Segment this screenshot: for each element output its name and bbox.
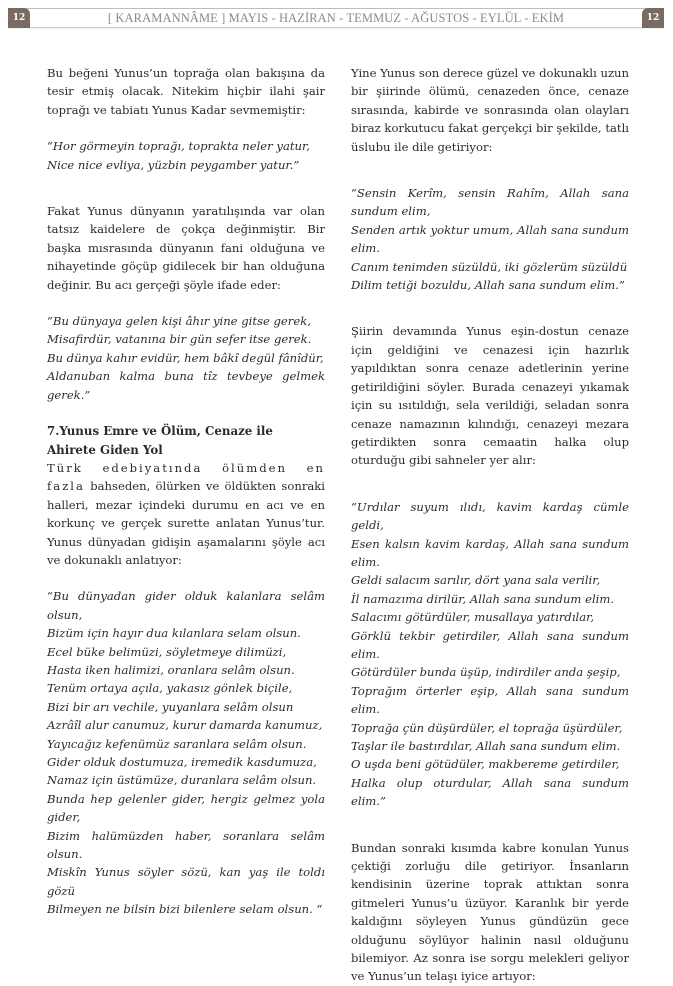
poem-line: Yayıcağız kefenümüz saranlara selâm olsun. [47, 736, 307, 751]
poem-line: İl namazıma dirilür, Allah sana sundum elim. [351, 591, 615, 606]
poem-quote [47, 137, 325, 174]
poem-line: Götürdüler bunda üşüp, indirdiler anda şeşip, [351, 665, 621, 680]
running-header-title: [ KARAMANNÂME ] MAYIS - HAZİRAN - TEMMUZ - AĞUSTOS - EYLÜL - EKİM [107, 11, 565, 25]
paragraph [47, 459, 325, 569]
poem-line: Salacımı götürdüler, musallaya yatırdılar, [351, 610, 595, 625]
running-header [8, 8, 664, 28]
poem-line: Bilmeyen ne bilsin bizi bilenlere selam olsun. “ [47, 902, 323, 917]
poem-line: Bu dünya kahır evidür, hem bâkî degül fânîdür, [47, 350, 324, 365]
poem-line: “Urdılar suyum ılıdı, kavim kardaş cümle geldi, [351, 499, 629, 533]
poem-line: Toprağa çün düşürdüler, el toprağa üşürdüler, [351, 720, 623, 735]
left-column [47, 64, 325, 919]
poem-line: Görklü tekbir getirdiler, Allah sana sundum elim. [351, 628, 629, 661]
poem-line: Hasta iken halimizi, oranlara selâm olsun. [47, 662, 295, 677]
poem-line: Nice nice evliya, yüzbin peygamber yatur.” [47, 157, 300, 172]
poem-quote [47, 587, 325, 918]
paragraph-rest: bahseden, ölürken ve öldükten sonraki halleri, mezar içindeki durumu en acı ve en korkunç ve gerçek surette anlatan Yunus’tur. Yunus dünyadan gidişin aşamalarını şöyle acı ve dokunaklı anlatıyor: [47, 479, 326, 567]
poem-line: Bizüm için hayır dua kılanlara selam olsun. [47, 626, 301, 641]
poem-line: Tenüm ortaya açıla, yakasız gönlek biçile, [47, 681, 293, 696]
poem-line: Halka olup oturdular, Allah sana sundum elim.” [351, 775, 629, 809]
poem-line: Geldi salacım sarılır, dört yana sala verilir, [351, 573, 601, 588]
paragraph: Bu beğeni Yunus’un toprağa olan bakışına da tesir etmiş olacak. Nitekim hiçbir ilahi şair toprağı ve tabiatı Yunus Kadar sevmemiştir: [47, 66, 325, 117]
poem-line: Senden artık yoktur umum, Allah sana sundum elim. [351, 222, 629, 256]
poem-line: Miskîn Yunus söyler sözü, kan yaş ile toldı gözü [47, 865, 325, 898]
page-number-badge-left: 12 [8, 8, 30, 28]
poem-line: Canım tenimden süzüldü, iki gözlerüm süzüldü [351, 259, 628, 274]
poem-line: O uşda beni götüdüler, makbereme getirdiler, [351, 757, 620, 772]
paragraph: Fakat Yunus dünyanın yaratılışında var olan tatsız kaidelere de çokça değinmiştir. Bir başka mısrasında dünyanın fani olduğuna ve nihayetinde göçüp gidilecek bir han olduğuna değinir. Bu acı gerçeği şöyle ifade eder: [47, 204, 325, 292]
paragraph: Bundan sonraki kısımda kabre konulan Yunus çektiği zorluğu dile getiriyor. İnsanların kendisinin üzerine toprak attıktan sonra gitmeleri Yunus’u üzüyor. Karanlık bir yerde kaldığını söyleyen Yunus gündüzün gece olduğunu söylüyor halinin nasıl olduğunu bilemiyor. Az sonra ise sorgu melekleri geliyor ve Yunus’un telaşı iyice artıyor: [351, 840, 629, 984]
poem-line: “Sensin Kerîm, sensin Rahîm, Allah sana sundum elim, [351, 186, 629, 219]
paragraph: Yine Yunus son derece güzel ve dokunaklı uzun bir şiirinde ölümü, cenazeden önce, cenaze sırasında, kabirde ve sonrasında olan olayları biraz korkutucu fakat gerçekçi bir şekilde, tatlı üslubu ile dile getiriyor: [351, 66, 629, 154]
poem-line: Misafirdür, vatanına bir gün sefer itse gerek. [47, 332, 312, 347]
poem-line: Bizim halümüzden haber, soranlara selâm olsun. [47, 828, 325, 862]
poem-line: Esen kalsın kavim kardaş, Allah sana sundum elim. [351, 536, 629, 569]
poem-line: Namaz için üstümüze, duranlara selâm olsun. [47, 773, 317, 788]
poem-line: Taşlar ile bastırdılar, Allah sana sundum elim. [351, 739, 621, 753]
poem-line: Toprağım örterler eşip, Allah sana sundum elim. [351, 683, 629, 717]
poem-line: Azrâîl alur canumuz, kurur damarda kanumuz, [47, 718, 323, 733]
poem-line: Gider olduk dostumuza, iremedik kasdumuza, [47, 755, 317, 769]
right-column [351, 64, 629, 986]
poem-line: Ecel büke belimüzi, söyletmeye dilimüzi, [47, 644, 287, 659]
poem-line: Bizi bir arı vechile, yuyanlara selâm olsun [47, 699, 294, 714]
poem-line: “Hor görmeyin toprağı, toprakta neler yatur, [47, 139, 310, 154]
poem-quote [47, 312, 325, 404]
section-heading: 7.Yunus Emre ve Ölüm, Cenaze ile Ahirete Giden Yol [47, 424, 273, 457]
poem-line: Aldanuban kalma buna tîz tevbeye gelmek gerek.” [47, 369, 325, 402]
poem-line: “Bu dünyaya gelen kişi âhır yine gitse gerek, [47, 314, 311, 329]
page-number-badge-right: 12 [642, 8, 664, 28]
poem-quote [351, 184, 629, 294]
paragraph-first-line: Türk edebiyatında ölümden en fazla [47, 460, 325, 494]
poem-line: Bunda hep gelenler gider, hergiz gelmez yola gider, [47, 791, 325, 825]
paragraph: Şiirin devamında Yunus eşin-dostun cenaze için geldiğini ve cenazesi için hazırlık yapıldıktan sonra cenaze adetlerinin yerine getirildiğini söyler. Burada cenazeyi yıkamak için su ısıtıldığı, sela verildiği, seladan sonra cenaze namazının kılındığı, cenazeyi mezara getirdikten sonra cemaatin halka olup oturduğu gibi sahneler yer alır: [351, 324, 629, 468]
poem-line: Dilim tetiği bozuldu, Allah sana sundum elim.” [351, 278, 625, 293]
poem-quote [351, 498, 629, 811]
poem-line: “Bu dünyadan gider olduk kalanlara selâm olsun, [47, 589, 325, 622]
